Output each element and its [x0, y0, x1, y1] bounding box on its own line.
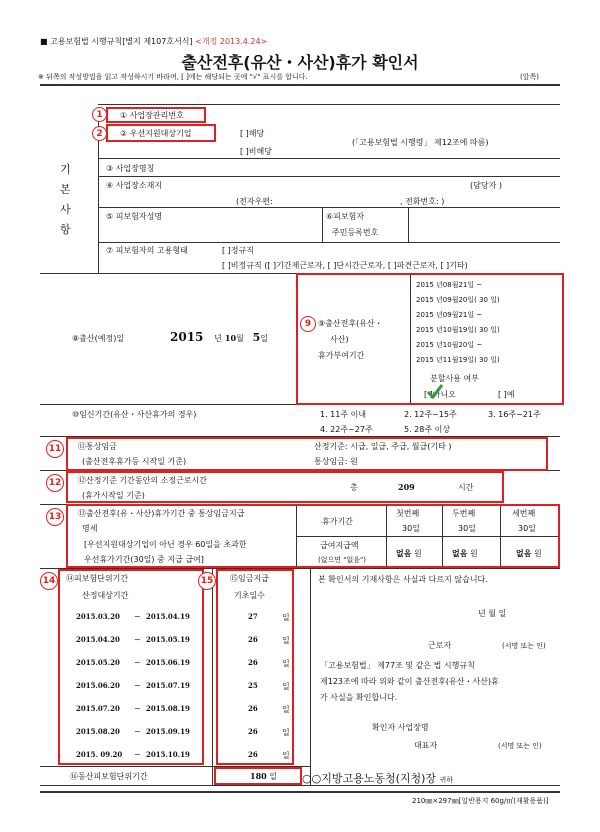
addressee-suffix: 귀하: [439, 776, 454, 784]
leave-period-label-3: 휴가부여기간: [318, 351, 365, 360]
biz-mgmt-no-label: ① 사업장관리번호: [120, 111, 184, 120]
day-unit: 일: [282, 682, 290, 691]
highlight-box-1: [106, 107, 206, 123]
year-suffix: 년: [214, 334, 223, 343]
period-start: 2015.04.20: [76, 635, 120, 644]
period-days: 26: [248, 727, 258, 736]
law-text: [320, 658, 499, 706]
total-period-label: ⑯동산피보험단위기간: [70, 772, 148, 781]
person-in-charge: (담당자 ): [470, 181, 502, 190]
highlight-box-14: [58, 569, 204, 765]
tilde: ~: [134, 658, 141, 667]
table-bottom-border: [40, 791, 560, 793]
split-yes-checkbox[interactable]: [ ]예: [498, 390, 515, 399]
wage-detail-label: ⑬출산전후(유・사산)휴가기간 중 통상임금지급: [78, 509, 245, 518]
marker-1: 1: [92, 107, 107, 122]
wage-detail-note: [우선지원대상기업이 아닌 경우 60일을 초과한: [84, 540, 247, 549]
nonregular-checkbox[interactable]: [ ]비정규직 ([ ]기간제근로자, [ ]단시간근로자, [ ]파견근로자, [ ]기타): [222, 261, 468, 270]
wage-amount: 통상임금: 원: [314, 457, 358, 466]
office-addressee: [302, 770, 453, 786]
confirm-date: 년 월 일: [478, 609, 507, 618]
period-end: 2015.08.19: [146, 704, 190, 713]
row-line: [98, 104, 560, 105]
insured-period-header-2: 산정대상기간: [82, 591, 129, 600]
marker-2: 2: [92, 126, 107, 141]
day-unit: 일: [282, 751, 290, 760]
preg-option-3[interactable]: 3. 16주~21주: [488, 410, 541, 419]
instruction-text: ※ 뒤쪽의 작성방법을 읽고 작성하시기 바라며, [ ]에는 해당되는 곳에 "√" 표시를 합니다.: [38, 73, 308, 81]
contract-hours-label: ⑫산정기준 기간동안의 소정근로시간: [78, 476, 208, 485]
third-days: 30일: [518, 524, 536, 533]
tilde: ~: [134, 635, 141, 644]
marker-11: 11: [46, 440, 64, 458]
period-days: 27: [248, 612, 258, 621]
highlight-box-9: [296, 273, 564, 405]
insured-rrn-label: ⑥피보험자: [326, 212, 365, 221]
not-applicable-checkbox[interactable]: [ ]비해당: [240, 147, 272, 156]
confirmation-statement: 본 확인서의 기재사항은 사실과 다르지 않습니다.: [318, 575, 488, 584]
birth-date-label: ⑧출산(예정)일: [72, 334, 125, 343]
period-days: 26: [248, 635, 258, 644]
day-unit: 일: [282, 613, 290, 622]
split-use-label: 분할사용 여부: [430, 374, 479, 383]
ordinary-wage-label: ⑪통상임금: [78, 442, 117, 451]
paid-amount-sub: (없으면 "없음"): [318, 556, 366, 564]
highlight-box-12: [66, 471, 504, 503]
birth-year: 2015: [170, 330, 204, 344]
wage-basis: 산정기준: 시급, 일급, 주급, 월급(기타 ): [314, 442, 452, 451]
law-text-line: 가 사실을 확인합니다.: [320, 693, 398, 702]
col-divider: [322, 207, 323, 242]
leave-period-line: 2015 년10월20일 ~: [416, 341, 483, 349]
employment-type-label: ⑦ 피보험자의 고용형태: [106, 246, 188, 255]
row-line: [98, 242, 560, 243]
leave-period-label: ⑨출산전후(유산・: [318, 319, 383, 328]
period-days: 26: [248, 658, 258, 667]
priority-support-label: ② 우선지원대상기업: [120, 129, 192, 138]
period-days: 26: [248, 750, 258, 759]
birth-date-value: [170, 330, 268, 344]
first-header: 첫번째: [396, 509, 420, 518]
leave-period-line: 2015 년08월21일 ~: [416, 281, 483, 289]
highlight-box-16: [214, 767, 302, 785]
marker-13: 13: [46, 508, 64, 526]
insured-rrn-label-2: 주민등록번호: [332, 228, 379, 237]
row-line: [40, 785, 560, 786]
period-start: 2015. 09.20: [76, 750, 123, 759]
period-end: 2015.06.19: [146, 658, 190, 667]
wage-detail-label-2: 명세: [82, 524, 98, 533]
page-title: 출산전후(유산・사산)휴가 확인서: [181, 53, 419, 72]
col-divider: [310, 568, 311, 785]
preg-option-4[interactable]: 4. 22주~27주: [320, 425, 373, 434]
marker-15: 15: [198, 572, 216, 590]
regular-checkbox[interactable]: [ ]정규직: [222, 246, 254, 255]
period-days: 26: [248, 704, 258, 713]
biz-name-label: ③ 사업장명칭: [106, 164, 155, 173]
day-suffix: 일: [260, 334, 269, 343]
hours-value: 209: [398, 482, 415, 492]
highlight-box-11: [66, 437, 548, 471]
month-suffix: 월: [236, 334, 244, 343]
highlight-box-15: [216, 569, 294, 765]
hours-prefix: 총: [350, 483, 358, 492]
period-start: 2015.06.20: [76, 681, 120, 690]
first-days: 30일: [402, 524, 420, 533]
period-end: 2015.04.19: [146, 612, 190, 621]
day-unit: 일: [282, 659, 290, 668]
basic-info-label: 기본사항: [60, 163, 71, 236]
row-line: [98, 176, 560, 177]
split-no-checkbox[interactable]: [ ]아니오: [424, 390, 456, 399]
birth-day: 5: [252, 331, 261, 344]
worker-sign: (서명 또는 인): [502, 642, 546, 650]
representative-label: 대표자: [414, 741, 438, 750]
leave-period-line: 2015 년09월20일( 30 일): [416, 296, 500, 304]
marker-14: 14: [40, 572, 58, 590]
highlight-box-13: [66, 504, 560, 568]
won-unit: 원: [414, 549, 422, 558]
leave-period-line: 2015 년09월21일 ~: [416, 311, 483, 319]
highlight-box-2: [106, 124, 216, 142]
day-unit: 일: [282, 705, 290, 714]
page-side: (앞쪽): [520, 73, 539, 81]
worker-label: 근로자: [428, 641, 452, 650]
pregnancy-period-label: ⑩임신기간(유산・사산휴가의 경우): [72, 410, 197, 419]
form-ref-text: ■ 고용보험법 시행규칙[별지 제107호서식]: [40, 37, 193, 46]
preg-option-2[interactable]: 2. 12주~15주: [404, 410, 457, 419]
period-start: 2015.07.20: [76, 704, 120, 713]
total-days: 180: [250, 771, 267, 781]
confirmer-label: 확인자 사업장명: [372, 723, 429, 732]
wage-basis-days-header: ⑮임금지급: [230, 574, 269, 583]
period-end: 2015.10.19: [146, 750, 190, 759]
period-start: 2015.08.20: [76, 727, 120, 736]
form-reference: [40, 36, 267, 47]
preg-option-1[interactable]: 1. 11주 이내: [320, 410, 367, 419]
insured-name-label: ⑤ 피보험자성명: [106, 212, 163, 221]
period-start: 2015.03.20: [76, 612, 120, 621]
period-end: 2015.05.19: [146, 635, 190, 644]
period-end: 2015.07.19: [146, 681, 190, 690]
law-text-line: 「고용보험법」 제77조 및 같은 법 시행규칙: [320, 661, 475, 670]
marker-9: 9: [300, 316, 316, 332]
col-divider: [212, 568, 213, 785]
email-label: (전자우편:: [236, 197, 273, 206]
tilde: ~: [134, 704, 141, 713]
first-none: 없음: [396, 549, 412, 558]
row-line: [98, 158, 560, 159]
marker-12: 12: [46, 474, 64, 492]
third-none: 없음: [516, 549, 532, 558]
hours-unit: 시간: [458, 483, 474, 492]
representative-sign: (서명 또는 인): [498, 742, 542, 750]
biz-address-label: ④ 사업장소재지: [106, 181, 163, 190]
tilde: ~: [134, 612, 141, 621]
office-name: ○○지방고용노동청(지청)장: [302, 772, 437, 785]
second-none: 없음: [452, 549, 468, 558]
paper-spec: 210㎜×297㎜[일반용지 60g/㎡(재활용품)]: [412, 797, 549, 805]
col-divider: [408, 207, 409, 242]
row-line: [98, 207, 560, 208]
revision-text: <개정 2013.4.24>: [195, 37, 268, 46]
tilde: ~: [134, 750, 141, 759]
leave-period-line: 2015 년10월19일( 30 일): [416, 326, 500, 334]
tilde: ~: [134, 727, 141, 736]
total-unit: 일: [269, 772, 277, 781]
period-days: 25: [248, 681, 258, 690]
third-header: 세번째: [512, 509, 536, 518]
day-unit: 일: [282, 728, 290, 737]
leave-period-col: 휴가기간: [322, 517, 353, 526]
enforcement-note: (「고용보험법 시행령」 제12조에 따름): [352, 138, 489, 147]
period-end: 2015.09.19: [146, 727, 190, 736]
second-header: 두번째: [452, 509, 476, 518]
tilde: ~: [134, 681, 141, 690]
wage-basis-days-header-2: 기초일수: [234, 591, 265, 600]
leave-period-label-2: 사산): [330, 335, 349, 344]
law-text-line: 제123조에 따라 위와 같이 출산전후(유산・사산)휴: [320, 677, 499, 686]
ordinary-wage-sub: (출산전후휴가등 시작일 기준): [82, 457, 187, 466]
leave-period-line: 2015 년11월19일( 30 일): [416, 356, 500, 364]
day-unit: 일: [282, 636, 290, 645]
table-top-border: [40, 84, 560, 86]
applicable-checkbox[interactable]: [ ]해당: [240, 129, 265, 138]
won-unit: 원: [534, 549, 542, 558]
insured-period-header: ⑭피보험단위기간: [66, 574, 129, 583]
won-unit: 원: [470, 549, 478, 558]
period-start: 2015.05.20: [76, 658, 120, 667]
paid-amount-label: 급여지급액: [320, 541, 359, 550]
birth-month: 10: [224, 333, 237, 343]
contract-hours-sub: (휴가시작일 기준): [82, 491, 145, 500]
second-days: 30일: [458, 524, 476, 533]
phone-label: , 전화번호: ): [400, 197, 445, 206]
preg-option-5[interactable]: 5. 28주 이상: [404, 425, 451, 434]
wage-detail-note-2: 우선휴가기간(30일) 중 지급 급여]: [84, 555, 204, 564]
